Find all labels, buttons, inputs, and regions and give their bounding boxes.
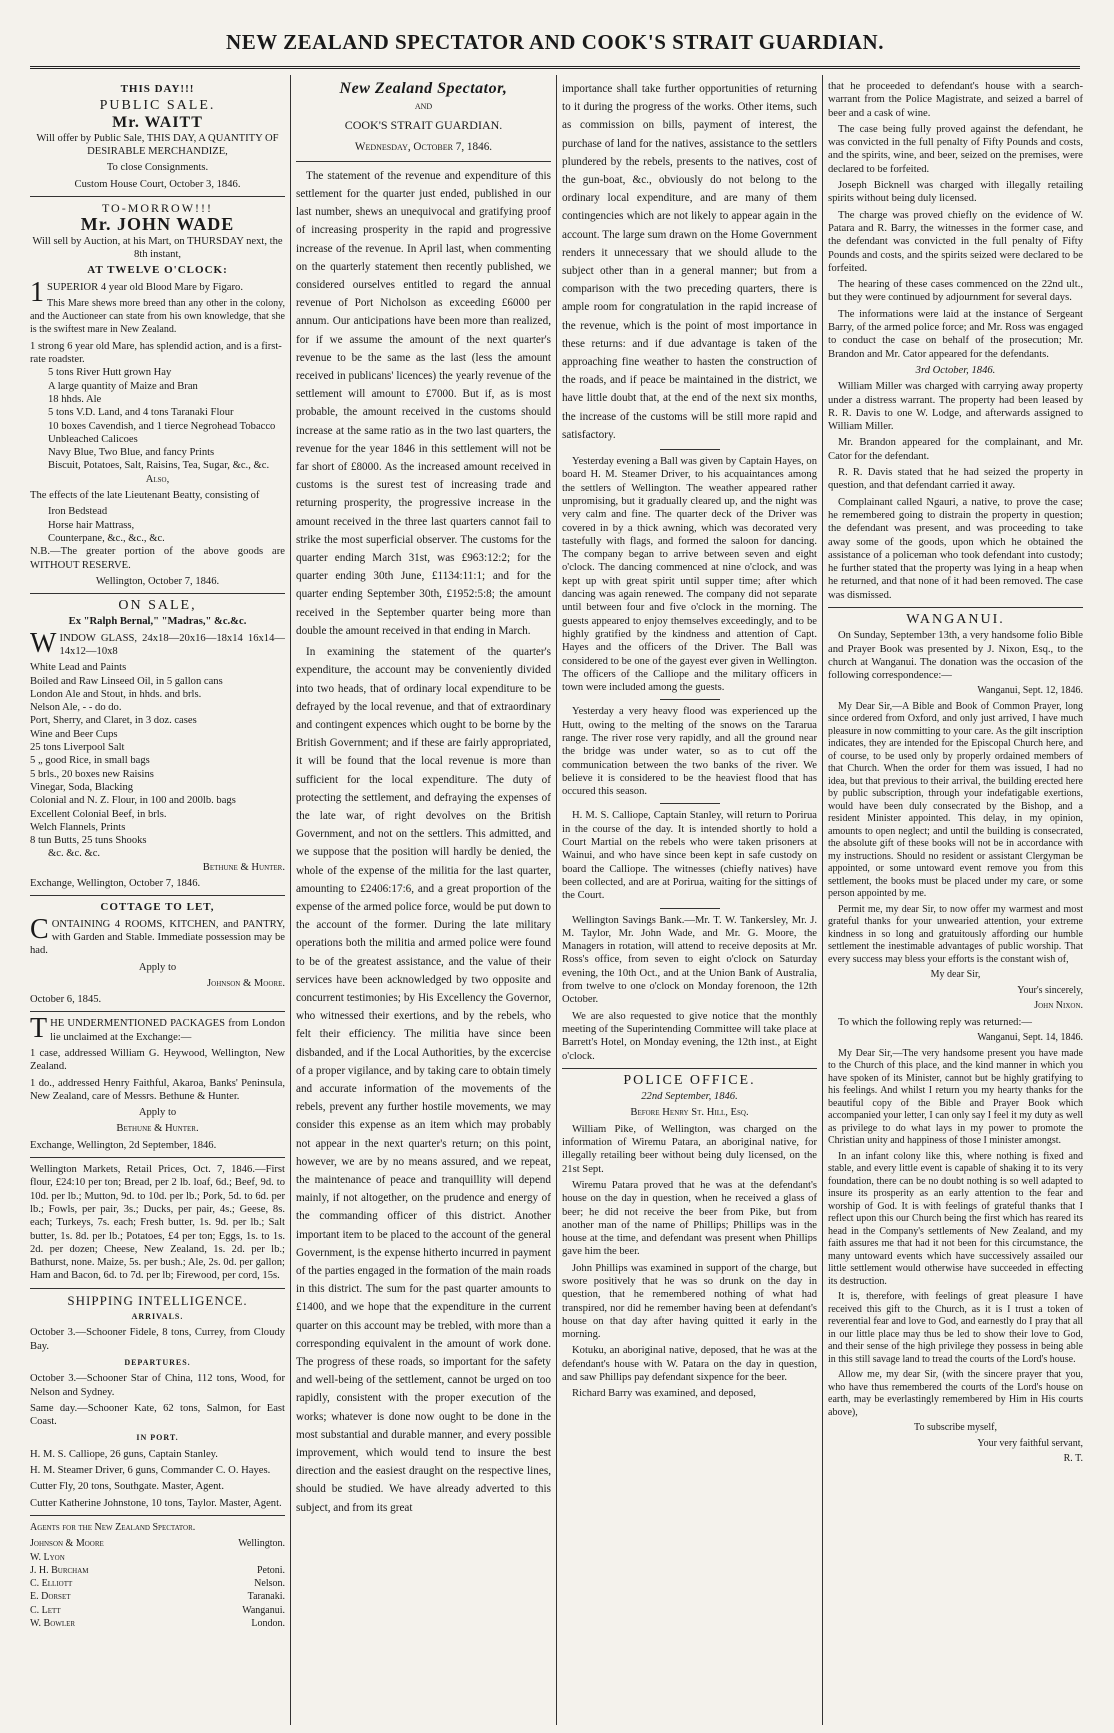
on-sale-heading: ON SALE, <box>118 598 197 614</box>
list-item: Colonial and N. Z. Flour, in 100 and 200lb. bags <box>30 795 236 807</box>
agent-name: C. Elliott <box>30 1578 73 1590</box>
ball-report: Yesterday evening a Ball was given by Captain Hayes, on board H. M. Steamer Driver, to his acquaintances among the settlers of Wellington. The weather appeared rather unpromising, but it gradually cleared up, and the night was very calm and fine. The quarter deck of the Driver was covered in by a thick awning, which was decorated very tastefully with flags, and formed the saloon for dancing. The company began to arrive between seven and eight o'clock. The dancing commenced at nine o'clock, and was kept up with great spirit until supper time; after which dancing was again renewed. The company did not separate until between four and five o'clock in the morning. The guests appeared to enjoy themselves exceedingly, and to be highly gratified by the kindness and attention of Capt. Hayes and the officers of the Driver. The Ball was considered to be one of the gayest ever given in Wellington. The officers of the Calliope and the military officers in town were included among the guests. <box>562 456 817 694</box>
letter-body: Allow me, my dear Sir, (with the sincere prayer that you, who have thus remembered the courts of the Lord's house on earth, may be everlastingly remembered by Him in His courts above), <box>828 1369 1083 1418</box>
list-item: 8 tun Butts, 25 tuns Shooks <box>30 835 147 847</box>
column-divider <box>556 75 557 1725</box>
letter-closing: To subscribe myself, <box>914 1422 997 1434</box>
mare-description: This Mare shews more breed than any other in the colony, and the Auctioneer can state from his own knowledge, that she is the swiftest mare in New Zealand. <box>30 297 285 336</box>
agent-name: E. Dorset <box>30 1591 71 1603</box>
goods-list <box>30 661 285 860</box>
letter-closing: My dear Sir, <box>930 969 981 981</box>
agent-row <box>30 1604 285 1617</box>
list-item: &c. &c. &c. <box>48 848 101 860</box>
waitt-place: Custom House Court, October 3, 1846. <box>74 178 241 190</box>
agent-place: Petoni. <box>256 1564 285 1576</box>
list-item: 10 boxes Cavendish, and 1 tierce Negrohead Tobacco <box>48 420 276 432</box>
court-paragraph: Wiremu Patara proved that he was at the defendant's house on the day in question, when he received a glass of beer; he did not receive the beer from Pike, but from another man of the name of Phillips; Phillips was in the house at the time, and defendant was present when Phillips gave him the beer. <box>562 1179 817 1258</box>
list-item: Counterpane, &c., &c., &c. <box>48 532 165 544</box>
window-glass: WINDOW GLASS, 24x18—20x16—18x14 16x14—14x12—10x8 <box>30 627 285 659</box>
cottage-body: CONTAINING 4 ROOMS, KITCHEN, and PANTRY, with Garden and Stable. Immediate possession may be had. <box>30 913 285 957</box>
apply-label: Apply to <box>138 1107 177 1119</box>
divider <box>30 1515 285 1516</box>
list-item: 1 strong 6 year old Mare, has splendid action, and is a first-rate roadster. <box>30 340 282 366</box>
wade-body: Will sell by Auction, at his Mart, on THURSDAY next, the 8th instant, <box>32 235 283 260</box>
beatty-item-list <box>30 505 285 545</box>
mare-item: 1SUPERIOR 4 year old Blood Mare by Figaro. <box>30 276 243 308</box>
column-divider <box>822 75 823 1725</box>
divider <box>296 161 551 162</box>
divider <box>30 1288 285 1289</box>
cottage-heading: COTTAGE TO LET, <box>100 901 215 914</box>
agents-list <box>30 1537 285 1630</box>
list-item: Navy Blue, Two Blue, and fancy Prints <box>48 447 215 459</box>
waitt-name: Mr. WAITT <box>112 113 203 131</box>
list-item: 5 tons V.D. Land, and 4 tons Taranaki Flour <box>48 407 234 419</box>
agent-name: W. Bowler <box>30 1617 76 1629</box>
list-item: 5 „ good Rice, in small bags <box>30 755 150 767</box>
savings-bank-notice: Wellington Savings Bank.—Mr. T. W. Tankersley, Mr. J. M. Taylor, Mr. John Wade, and Mr. G. Moore, the Managers in rotation, will attend to receive deposits at Mr. Ross's office, from seven to eight o'clock on Saturday evening, the 10th Oct., and at the Union Bank of Australia, from twelve to one o'clock on Monday forenoon, the 12th October. <box>562 914 817 1006</box>
reply-intro: To which the following reply was returned:— <box>838 1016 1033 1028</box>
divider <box>828 607 1083 608</box>
letter-date: Wanganui, Sept. 14, 1846. <box>977 1032 1083 1044</box>
tomorrow-heading: TO-MORROW!!! <box>101 201 214 216</box>
editorial-paragraph: In examining the statement of the quarter's expenditure, the account may be conveniently divided into two heads, that of ordinary local expenditure to be defrayed by the local revenue, and that of extraordinary and contingent expences which ought to be borne by the British Government; and if these are fairly appropriated, it will be found that the local revenue is more than sufficient for the local expenditure. The duty of protecting the settlement, and defraying the expenses of the late war, of right devolves on the British Government, and not on the settlers. This admitted, and we suppose that the position will hardly be denied, the whole of the expense of the militia for the last quarter, amounting to £2406:17:6, and a great proportion of the expense of the armed police force, would be put down to the account of the former. During the late military operations both the militia and armed police were found to be of the greatest assistance, and the value of their services have been acknowledged by two opposite and concurrent testimonies; by His Excellency the Governor, who witnessed their exertions, and by the rebels, who felt their efficiency. The militia have since been disbanded, and if the Local Authorities, by the excercise of a proper vigilance, and by taking care to obtain timely and accurate information of the movements of the rebels, prevent any further hostile movements, we may consider this expense as an item which may probably not appear in the next quarter's return; on this point, however, we are by no means assured, and we repeat, the maintenance of peace and tranquillity will depend mainly, if not altogether, on the prudence and energy of the commanding officer of this district. Another important item to be placed to the account of the general Government, is the expense hitherto incurred in payment of the parties engaged in the formation of the main roads in this district. The sum for the past quarter amounts to £1400, and we hope that the expenditure in the current quarter on this account may be trebled, with more than a corresponding equivalent in the amount of work done. The progress of these roads, so important for the safety and well-being of the settlement, cannot be urged on too rapidly, consistent with the proper execution of the works; whatever is done now ought to be done in the most substantial and durable manner, and every possible improvement, which would tend to insure the best direction and the easiest draught on the respective lines, should be studied. We have already adverted to this subject, and from its great <box>296 646 551 1514</box>
agent-name: Johnson & Moore <box>30 1538 104 1550</box>
magistrate: Before Henry St. Hill, Esq. <box>630 1107 749 1119</box>
column-editorial <box>296 80 551 1720</box>
divider <box>562 1068 817 1069</box>
letter-body: My Dear Sir,—The very handsome present you have made to the Church of this place, and the kind manner in which you have spoken of its Minister, cannot but be highly gratifying to his feelings. And whilst I return you my hearty thanks for the beautiful copy of the Bible and Prayer Book which accompanied your letter, I can only say I feel it my duty as well as privilege to do what lays in my power to promote the Christian unity and happiness of those I minister amongst. <box>828 1047 1083 1147</box>
agent-row <box>30 1537 285 1550</box>
agent-place: Wellington. <box>238 1538 285 1550</box>
list-item: 25 tons Liverpool Salt <box>30 742 125 754</box>
letter-body: In an infant colony like this, where nothing is fixed and stable, and every little event is capable of shaking it to its very foundation, there can be no doubt nothing is so well adapted to insure its prosperity as an early attention to the fear and worship of God. It is with feelings of grateful thanks that I reflect upon this our Church being the first which has reared its head in the Company's settlements of New Zealand, and my faith assures me that had it not been for this circumstance, the many untoward events which have successively assailed our little settlement would otherwise have succeeded in effecting its destruction. <box>828 1150 1083 1287</box>
divider <box>30 196 285 197</box>
list-item: Nelson Ale, - - do do. <box>30 702 122 714</box>
agent-place: Nelson. <box>254 1578 285 1590</box>
agent-row <box>30 1577 285 1590</box>
court-paragraph: The informations were laid at the instance of Sergeant Barry, of the armed police force; and Mr. Ross was engaged to conduct the case on behalf of the prosecution; Mr. Brandon and Mr. Cator appeared for the defendants. <box>828 308 1083 360</box>
divider <box>660 699 720 700</box>
court-date: 3rd October, 1846. <box>915 364 996 376</box>
agent-name: C. Lett <box>30 1604 61 1616</box>
port-item: H. M. Steamer Driver, 6 guns, Commander C. O. Hayes. <box>30 1465 271 1477</box>
wanganui-heading: WANGANUI. <box>906 611 1005 627</box>
police-office-heading: POLICE OFFICE. <box>623 1072 756 1088</box>
masthead: NEW ZEALAND SPECTATOR AND COOK'S STRAIT GUARDIAN. <box>226 30 884 54</box>
signature-johnson: Johnson & Moore. <box>207 977 285 989</box>
in-port-heading: IN PORT. <box>136 1433 179 1443</box>
agent-name: J. H. Burcham <box>30 1564 89 1576</box>
list-item: Wine and Beer Cups <box>30 728 118 740</box>
list-item: 5 brls., 20 boxes new Raisins <box>30 768 154 780</box>
column-local-news <box>562 80 817 1720</box>
divider <box>660 449 720 450</box>
divider <box>30 1157 285 1158</box>
issue-date: Wednesday, October 7, 1846. <box>354 140 493 153</box>
agent-row <box>30 1551 285 1564</box>
court-paragraph: John Phillips was examined in support of the charge, but swore positively that he was so drunk on the day in question, that he remembered nothing of what had transpired, nor did he remember having been at defendant's house on that day after having quitted it early in the morning. <box>562 1262 817 1341</box>
letter-date: Wanganui, Sept. 12, 1846. <box>977 685 1083 697</box>
port-item: H. M. S. Calliope, 26 guns, Captain Stanley. <box>30 1448 218 1460</box>
package-item: 1 do., addressed Henry Faithful, Akaroa, Banks' Peninsula, New Zealand, care of Messrs. Bethune & Hunter. <box>30 1077 285 1102</box>
exchange-date: Exchange, Wellington, October 7, 1846. <box>30 878 201 890</box>
list-item: Port, Sherry, and Claret, in 3 doz. cases <box>30 715 197 727</box>
waitt-close: To close Consignments. <box>106 162 209 174</box>
this-day-heading: THIS DAY!!! <box>120 83 195 95</box>
shipping-heading: SHIPPING INTELLIGENCE. <box>67 1292 248 1308</box>
departures-heading: DEPARTURES. <box>124 1357 191 1367</box>
packages-notice: THE UNDERMENTIONED PACKAGES from London lie unclaimed at the Exchange:— <box>30 1013 285 1045</box>
agent-row <box>30 1564 285 1577</box>
list-item: Iron Bedstead <box>48 506 108 518</box>
agent-place: London. <box>251 1617 285 1629</box>
court-paragraph: Richard Barry was examined, and deposed, <box>572 1388 756 1400</box>
court-paragraph: Complainant called Ngauri, a native, to prove the case; he remembered going to distrain the property in question; the defendant was present, and was proceeding to take away some of the goods, upon which he obtained the assistance of a policeman who took defendant into custody; he further stated that the property was lying in a heap when he returned, and that none of it had been removed. The case was dismissed. <box>828 496 1083 601</box>
flood-report: Yesterday a very heavy flood was experienced up the Hutt, owing to the melting of the snows on the Tararua range. The river rose very rapidly, and all the ground near the bridge was under water, so as to cut off the communication between the two banks of the river. We believe it is considered to be the heaviest flood that has occured this season. <box>562 706 817 798</box>
departure-item: Same day.—Schooner Kate, 62 tons, Salmon, for East Coast. <box>30 1402 285 1428</box>
court-paragraph: Kotuku, an aboriginal native, deposed, that he was at the defendant's house with W. Patara on the day in question, and saw Phillips pay defendant sixpence for the beer. <box>562 1345 817 1384</box>
agents-heading: Agents for the New Zealand Spectator. <box>30 1521 196 1533</box>
agent-name: W. Lyon <box>30 1551 65 1563</box>
list-item: London Ale and Stout, in hhds. and brls. <box>30 688 202 700</box>
also-label: Also, <box>145 473 170 485</box>
letter-body: My Dear Sir,—A Bible and Book of Common Prayer, long since ordered from Oxford, and only just arrived, I have much pleasure in now committing to your care. As the gilt inscription indicates, they are intended for the Episcopal Church here, and of course, to be used only by properly ordained members of that Church. When the order for them was issued, I had no idea, but that previous to their arrival, the building erected here by public subscription, through your indefatigable exertions, would have been duly consecrated by the Bishop, and a resident Minister appointed. This delay, in my opinion, amounts to open neglect; and until the building is consecrated, the absolute gift of these books will not be in accordance with my instructions. Should no resident or assistant Clergyman be appointed, or some untoward event remove you from this settlement, the books must be placed under my care, or some person appointed by me. <box>828 700 1083 900</box>
list-item: Boiled and Raw Linseed Oil, in 5 gallon cans <box>30 675 223 687</box>
court-paragraph: William Miller was charged with carrying away property under a distress warrant. The property had been leased by R. R. Davis to one W. Lodge, and afterwards assigned to William Miller. <box>828 381 1083 433</box>
paper-title: New Zealand Spectator, <box>339 80 508 97</box>
apply-label: Apply to <box>138 961 177 973</box>
divider <box>660 803 720 804</box>
package-item: 1 case, addressed William G. Heywood, Wellington, New Zealand. <box>30 1048 285 1073</box>
police-date: 22nd September, 1846. <box>641 1091 738 1103</box>
agent-row <box>30 1617 285 1630</box>
column-police-and-wanganui <box>828 80 1083 1720</box>
title-and: AND <box>414 102 433 112</box>
port-item: Cutter Katherine Johnstone, 10 tons, Taylor. Master, Agent. <box>30 1497 282 1509</box>
public-sale-heading: PUBLIC SALE. <box>99 98 216 114</box>
list-item: Horse hair Mattrass, <box>48 519 135 531</box>
court-paragraph: that he proceeded to defendant's house with a search-warrant from the Police Magistrate, and seized a barrel of beer and a cask of wine. <box>828 81 1083 119</box>
list-item: Biscuit, Potatoes, Salt, Raisins, Tea, Sugar, &c., &c. <box>48 460 270 472</box>
court-paragraph: The charge was proved chiefly on the evidence of W. Patara and R. Barry, the witnesses in the former case, and the defendant was convicted in the full penalty of Fifty Pounds and costs, and the spirits seized were declared to be forfeited. <box>828 209 1083 274</box>
court-paragraph: The case being fully proved against the defendant, he was convicted in the full penalty of Fifty Pounds and costs, and the spirits, wine, and beer, seized on the premises, were declared to be forfeited. <box>828 123 1083 175</box>
list-item: A large quantity of Maize and Bran <box>48 380 198 392</box>
list-item: 5 tons River Hutt grown Hay <box>48 367 172 379</box>
wade-date: Wellington, October 7, 1846. <box>95 575 220 587</box>
agent-row <box>30 1590 285 1603</box>
letter-closing: Your's sincerely, <box>1017 984 1083 996</box>
list-item: White Lead and Paints <box>30 662 127 674</box>
cottage-date: October 6, 1845. <box>30 994 102 1006</box>
court-paragraph: William Pike, of Wellington, was charged on the information of Wiremu Patara, an aboriginal native, for illegally retailing beer without being duly licensed, on the 21st Sept. <box>562 1123 817 1175</box>
divider <box>660 908 720 909</box>
agent-place: Taranaki. <box>247 1591 285 1603</box>
arrival-item: October 3.—Schooner Fidele, 8 tons, Currey, from Cloudy Bay. <box>30 1327 285 1352</box>
court-paragraph: The hearing of these cases commenced on the 22nd ult., but they were continued by adjournment for several days. <box>828 279 1083 304</box>
agent-place: Wanganui. <box>242 1604 285 1616</box>
paper-subtitle: COOK'S STRAIT GUARDIAN. <box>344 118 503 133</box>
nb-note: N.B.—The greater portion of the above goods are WITHOUT RESERVE. <box>30 546 285 571</box>
list-item: Vinegar, Soda, Blacking <box>30 781 134 793</box>
list-item: Welch Flannels, Prints <box>30 821 126 833</box>
letter-body: Permit me, my dear Sir, to now offer my warmest and most grateful thanks for your unwearied attention, your extreme kindness in so long and gratuitously affording our humble settlement the inestimable advantages of public worship. That every success may bless your efforts is the constant wish of, <box>828 903 1083 965</box>
letter-closing: Your very faithful servant, <box>977 1437 1083 1449</box>
court-paragraph: Joseph Bicknell was charged with illegally retailing spirits without being duly licensed. <box>828 180 1083 205</box>
waitt-body: Will offer by Public Sale, THIS DAY, A QUANTITY OF DESIRABLE MERCHANDIZE, <box>36 132 279 158</box>
letter-signature: John Nixon. <box>1034 1000 1083 1012</box>
arrivals-heading: ARRIVALS. <box>131 1312 184 1322</box>
editorial-continued: importance shall take further opportunities of returning to it during the progress of the works. Other items, such as commission on bills, payment of interest, the purchase of land for the natives, assistance to the settlers plundered by the rebels, presents to the natives, cost of the gun-boat, &c., obviously do not belong to the ordinary local expenditure, and are many of them contingencies which are not likely to appear again in the account. The large sum drawn on the Home Government renders it unnecessary that we should allude to the subject other than in a general manner; but from a comparison with the two preceding quarters, there is ample room for congratulation in the rapid increase of the revenue, which is the point of most importance in these returns: and if due advantage is taken of the approaching fine weather to hasten the construction of the roads, and if peace be maintained in the district, we have little doubt that, at the end of the next six months, the increase of the customs will be still more rapid and satisfactory. <box>562 83 817 441</box>
divider <box>30 1011 285 1012</box>
column-divider <box>290 75 291 1725</box>
masthead-rule <box>30 66 1080 69</box>
divider <box>30 593 285 594</box>
ex-ships: Ex "Ralph Bernal," "Madras," &c.&c. <box>68 616 247 628</box>
port-item: Cutter Fly, 20 tons, Southgate. Master, Agent. <box>30 1481 224 1493</box>
column-advertisements <box>30 80 285 1720</box>
market-prices: Wellington Markets, Retail Prices, Oct. 7, 1846.—First flour, £24:10 per ton; Bread, per 2 lb. loaf, 6d.; Beef, 9d. to 10d. per lb.; Mutton, 9d. to 10d. per lb.; Pork, 5d. to 6d. per lb.; Fowls, per pair, 3s.; Ducks, per pair, 4s.; Geese, 8s. each; Turkeys, 7s. each; Fresh butter, 1s. 9d. per lb.; Salt butter, 1s. 8d. per lb.; Potatoes, £4 per ton; Eggs, 1s. to 1s. 2d. per dozen; Cheese, New Zealand, 1s. 2d. per lb.; Bathurst, none. Maize, 5s. per bush.; Ale, 2s. 0d. per gallon; Ham and Bacon, 6d. to 7d. per lb; Firewood, per cord, 15s. <box>30 1164 285 1282</box>
list-item: Excellent Colonial Beef, in brls. <box>30 808 167 820</box>
calliope-report: H. M. S. Calliope, Captain Stanley, will return to Porirua in the course of the day. It is intended shortly to hold a Court Martial on the rebels who were taken prisoners at Wainui, and who have since been kept in safe custody on board the Calliope. The witnesses (chiefly natives) have been collected, and are at Porirua, waiting for the sittings of the Court. <box>562 810 817 902</box>
departure-item: October 3.—Schooner Star of China, 112 tons, Wood, for Nelson and Sydney. <box>30 1373 285 1398</box>
wade-item-list <box>30 340 285 473</box>
letter-signature: R. T. <box>1063 1453 1083 1465</box>
signature-bethune: Bethune & Hunter. <box>202 861 285 873</box>
exchange-date: Exchange, Wellington, 2d September, 1846. <box>30 1139 217 1151</box>
divider <box>30 895 285 896</box>
court-paragraph: R. R. Davis stated that he had seized the property in question, and that defendant carried it away. <box>828 467 1083 492</box>
wade-name: Mr. JOHN WADE <box>80 214 235 235</box>
signature-bethune: Bethune & Hunter. <box>116 1123 199 1135</box>
letter-body: It is, therefore, with feelings of great pleasure I have received this gift to the Church, as it is I trust a token of reverential fear and love to God, and earnestly do I pray that all in our little place may thus be led to show their love to God, and their sense of the high privilege they possess in being able in this still savage land to tread the courts of the Lord's house. <box>828 1291 1083 1365</box>
bible-report: On Sunday, September 13th, a very handsome folio Bible and Prayer Book was presented by J. Nixon, Esq., to the church at Wanganui. The donation was the occasion of the following correspondence:— <box>828 630 1083 682</box>
beatty-effects: The effects of the late Lieutenant Beatty, consisting of <box>30 490 260 502</box>
meeting-notice: We are also requested to give notice that the monthly meeting of the Superintending Committee will take place at Barrett's Hotel, on Monday evening, the 12th inst., at Eight o'clock. <box>562 1010 817 1062</box>
list-item: Unbleached Calicoes <box>48 433 138 445</box>
twelve-oclock: AT TWELVE O'CLOCK: <box>87 264 228 277</box>
editorial-paragraph: The statement of the revenue and expenditure of this settlement for the quarter just ended, published in our last number, shews an unequivocal and gratifying proof of increasing prosperity in the rapid and progressive increase of the revenue. In April last, when commenting on the quarterly statement then recently published, we considered ourselves entitled to regard the annual revenue of Port Nicholson as exceeding £6000 per annum. Our anticipations have been more than realized, for if we assume the amount of the next quarter's revenue to be the same as the last (less the amount received in publicans' licences) the yearly revenue of the settlement will amount to £7000. But if, as is most probable, the amount received in the customs should increase at the same ratio as in the two last quarters, the revenue for the year 1846 in this settlement will not be far short of £8000. As the increased amount received in customs is the surest test of increasing trade and returning prosperity, the progressive increase in the amount received in the three last quarters cannot fail to strike the most superficial observer. The customs for the quarter ending March 31st, was £963:12:2; for the quarter ending 30th June, £1134:11:1; and for the quarter ending September 30th, £1952:5:8; the amount received in the September quarter being more than double the amount received in that ending in March. <box>296 169 551 637</box>
court-paragraph: Mr. Brandon appeared for the complainant, and Mr. Cator for the defendant. <box>828 437 1083 462</box>
list-item: 18 hhds. Ale <box>48 393 102 405</box>
